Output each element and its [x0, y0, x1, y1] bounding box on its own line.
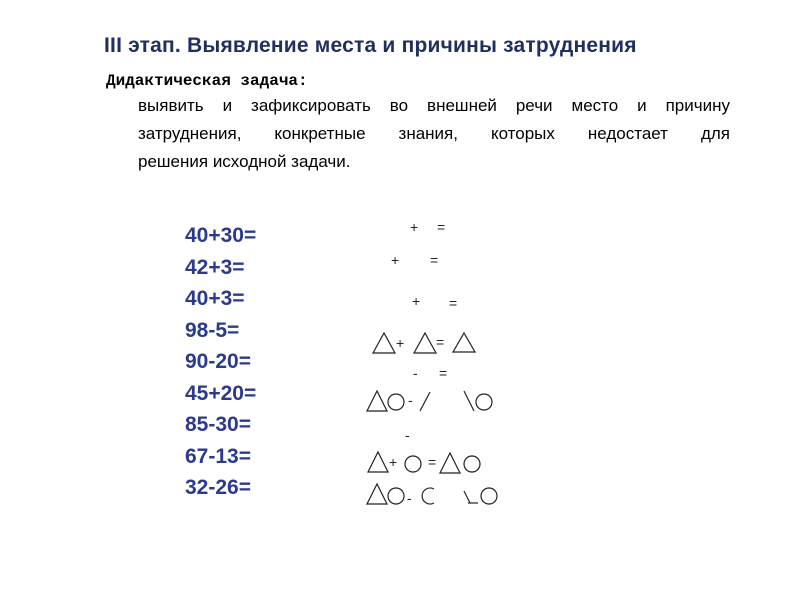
circle-icon	[405, 456, 421, 472]
example-item: 45+20=	[185, 381, 257, 405]
scheme-row-6	[367, 391, 492, 411]
task-line: затруднения, конкретные знания, которых недостает для	[138, 124, 730, 143]
triangle-icon	[414, 333, 436, 353]
scheme-row-7	[405, 427, 410, 443]
circle-icon	[388, 488, 404, 504]
partial-triangle-icon	[464, 391, 474, 411]
example-item: 67-13=	[185, 444, 251, 468]
equals-sign: =	[436, 334, 445, 350]
plus-sign: +	[389, 454, 398, 470]
partial-triangle-icon	[464, 491, 470, 503]
task-heading: Дидактическая задача:	[106, 72, 308, 90]
minus-sign: -	[407, 490, 412, 506]
example-item: 40+3=	[185, 287, 245, 310]
task-line: выявить и зафиксировать во внешней речи место и причину	[138, 96, 730, 115]
example-item: 42+3=	[185, 255, 245, 279]
partial-triangle-icon	[420, 392, 430, 411]
page-title: III этап. Выявление места и причины затруднения	[104, 34, 637, 57]
scheme-row-3	[412, 293, 457, 311]
circle-icon	[476, 394, 492, 410]
example-item: 90-20=	[185, 350, 251, 373]
scheme-row-9	[367, 484, 497, 506]
equals-sign: =	[439, 365, 448, 381]
circle-icon	[388, 394, 404, 410]
equals-sign: =	[428, 454, 437, 470]
scheme-row-1	[410, 219, 445, 235]
partial-circle-icon	[422, 488, 434, 504]
circle-icon	[481, 488, 497, 504]
scheme-row-4	[373, 333, 475, 353]
triangle-icon	[368, 452, 388, 472]
example-item: 40+30=	[185, 224, 257, 247]
equals-sign: =	[430, 252, 439, 268]
example-item: 98-5=	[185, 318, 240, 342]
equals-sign: =	[437, 219, 446, 235]
triangle-icon	[367, 391, 387, 411]
triangle-icon	[440, 453, 460, 473]
plus-sign: +	[412, 293, 421, 309]
task-line: решения исходной задачи.	[138, 152, 351, 171]
triangle-icon	[367, 484, 387, 504]
example-item: 32-26=	[185, 476, 251, 499]
scheme-row-2	[391, 252, 438, 268]
scheme-row-5	[413, 365, 447, 381]
scheme-row-8	[368, 452, 480, 473]
plus-sign: +	[410, 219, 419, 235]
plus-sign: +	[391, 252, 400, 268]
plus-sign: +	[396, 335, 405, 351]
minus-sign: -	[405, 427, 410, 443]
circle-icon	[464, 456, 480, 472]
minus-sign: -	[408, 392, 413, 408]
equals-sign: =	[449, 295, 458, 311]
minus-sign: -	[413, 365, 418, 381]
triangle-icon	[373, 333, 395, 353]
example-item: 85-30=	[185, 413, 251, 436]
triangle-icon	[453, 333, 475, 352]
